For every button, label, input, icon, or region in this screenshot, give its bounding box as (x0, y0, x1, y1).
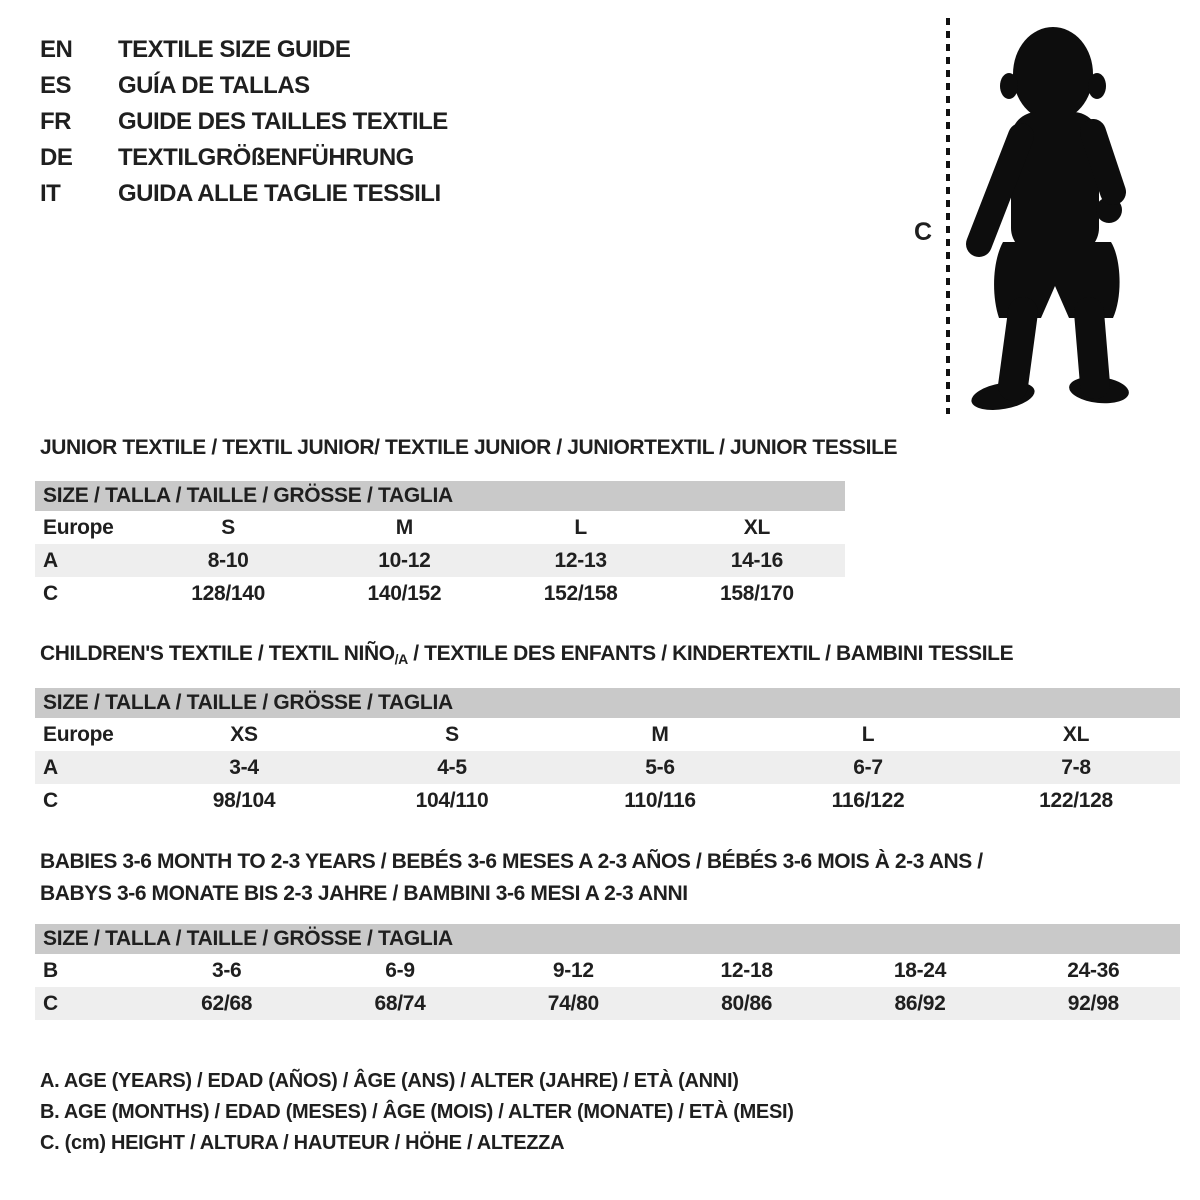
junior-row-height (35, 577, 845, 610)
size-cell: 6-7 (764, 751, 972, 784)
size-cell: 18-24 (893, 958, 947, 982)
babies-table-header: SIZE / TALLA / TAILLE / GRÖSSE / TAGLIA (35, 924, 1180, 954)
legend-age-months: B. AGE (MONTHS) / EDAD (MESES) / ÂGE (MOIS) / ALTER (MONATE) / ETÀ (MESI) (40, 1101, 794, 1123)
size-cell: XL (1062, 722, 1090, 746)
title-de: TEXTILGRÖßENFÜHRUNG (118, 144, 414, 171)
size-cell: 6-9 (385, 958, 415, 982)
lang-code-es: ES (40, 72, 72, 99)
junior-section-title: JUNIOR TEXTILE / TEXTIL JUNIOR/ TEXTILE JUNIOR / JUNIORTEXTIL / JUNIOR TESSILE (40, 436, 898, 459)
babies-title-line2: BABYS 3-6 MONATE BIS 2-3 JAHRE / BAMBINI 3-6 MESI A 2-3 ANNI (40, 882, 688, 905)
title-es: GUÍA DE TALLAS (118, 72, 310, 99)
size-cell: 140/152 (367, 581, 442, 605)
children-row-europe (35, 718, 1180, 751)
size-cell: S (221, 515, 235, 539)
size-cell: 14-16 (669, 544, 845, 577)
children-row-height (35, 784, 1180, 817)
babies-size-table (35, 924, 1180, 1020)
size-cell: M (651, 722, 669, 746)
height-dimension-label: C (914, 218, 933, 246)
title-it: GUIDA ALLE TAGLIE TESSILI (118, 180, 441, 207)
row-label: A (35, 544, 140, 577)
children-table-header: SIZE / TALLA / TAILLE / GRÖSSE / TAGLIA (35, 688, 1180, 718)
size-cell: L (574, 515, 587, 539)
children-size-table (35, 688, 1180, 817)
size-cell: XL (743, 515, 770, 539)
lang-code-fr: FR (40, 108, 71, 135)
size-cell: 10-12 (316, 544, 492, 577)
babies-title-line1: BABIES 3-6 MONTH TO 2-3 YEARS / BEBÉS 3-6 MESES A 2-3 AÑOS / BÉBÉS 3-6 MOIS À 2-3 ANS / (40, 850, 983, 873)
size-cell: 4-5 (348, 751, 556, 784)
row-label: B (43, 958, 58, 982)
title-fr: GUIDE DES TAILLES TEXTILE (118, 108, 448, 135)
height-measure-line-icon (945, 16, 951, 416)
row-label: Europe (43, 515, 114, 539)
legend-height-cm: C. (cm) HEIGHT / ALTURA / HAUTEUR / HÖHE / ALTEZZA (40, 1132, 565, 1154)
size-cell: 8-10 (140, 544, 316, 577)
junior-table-header: SIZE / TALLA / TAILLE / GRÖSSE / TAGLIA (35, 481, 845, 511)
size-cell: 68/74 (313, 987, 486, 1020)
babies-section-title (40, 846, 983, 910)
size-cell: 116/122 (831, 788, 905, 812)
size-cell: 12-18 (720, 958, 773, 982)
size-cell: 122/128 (1039, 788, 1113, 812)
size-cell: 3-6 (211, 958, 242, 982)
babies-row-months (35, 954, 1180, 987)
size-cell: 12-13 (493, 544, 669, 577)
dimension-legend (40, 1066, 794, 1159)
toddler-silhouette-icon (963, 14, 1141, 416)
size-cell: 74/80 (487, 987, 660, 1020)
children-title-sub: /A (394, 651, 408, 667)
size-cell: 3-4 (140, 751, 348, 784)
size-cell: 7-8 (972, 751, 1180, 784)
row-label: Europe (43, 722, 114, 746)
size-cell: 9-12 (552, 958, 594, 982)
size-cell: 80/86 (660, 987, 833, 1020)
height-figure (0, 0, 1200, 430)
size-cell: 92/98 (1007, 987, 1180, 1020)
lang-code-en: EN (40, 36, 73, 63)
size-cell: 5-6 (556, 751, 764, 784)
size-cell: XS (230, 722, 258, 746)
size-cell: M (395, 515, 413, 539)
row-label: A (35, 751, 140, 784)
size-cell: 98/104 (212, 788, 276, 812)
title-en: TEXTILE SIZE GUIDE (118, 36, 351, 63)
row-label: C (35, 987, 140, 1020)
size-cell: L (861, 722, 875, 746)
size-cell: 158/170 (719, 581, 794, 605)
children-section-title (40, 642, 1013, 667)
size-cell: 110/116 (624, 788, 696, 812)
junior-row-europe (35, 511, 845, 544)
size-cell: 128/140 (191, 581, 266, 605)
row-label: C (43, 788, 58, 812)
size-cell: 24-36 (1067, 958, 1120, 982)
children-row-age (35, 751, 1180, 784)
legend-age-years: A. AGE (YEARS) / EDAD (AÑOS) / ÂGE (ANS) / ALTER (JAHRE) / ETÀ (ANNI) (40, 1070, 739, 1092)
size-cell: S (445, 722, 459, 746)
junior-row-age (35, 544, 845, 577)
junior-size-table (35, 481, 845, 610)
lang-code-it: IT (40, 180, 61, 207)
size-cell: 152/158 (543, 581, 618, 605)
size-cell: 104/110 (415, 788, 489, 812)
row-label: C (43, 581, 58, 605)
lang-code-de: DE (40, 144, 73, 171)
size-cell: 86/92 (833, 987, 1006, 1020)
children-title-post: / TEXTILE DES ENFANTS / KINDERTEXTIL / BAMBINI TESSILE (407, 642, 1014, 665)
children-title-pre: CHILDREN'S TEXTILE / TEXTIL NIÑO (40, 642, 395, 665)
size-cell: 62/68 (140, 987, 313, 1020)
babies-row-height (35, 987, 1180, 1020)
